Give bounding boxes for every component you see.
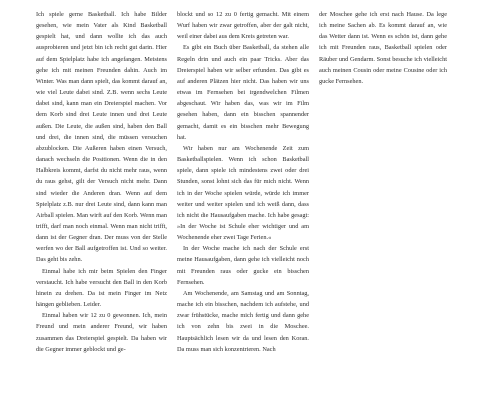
paragraph: blockt und so 12 zu 0 fertig gemacht. Mit einem Wurf haben wir zwar getroffen, aber der galt nicht, weil einer dabei aus dem Kreis getreten war. xyxy=(177,11,309,41)
text-column-3 xyxy=(319,9,447,87)
paragraph: Wir haben nur am Wochenende Zeit zum Basketballspielen. Wenn ich schon Basketball spiele, dann spiele ich mindestens zwei oder drei Stunden, sonst lohnt sich das für mich nicht. Wenn ich in der Woche spielen würde, würde ich immer weiter und weiter spielen und ich weiß dann, dass ich nicht die Hausaufgaben mache. Ich habe gesagt: »In der Woche ist Schule eher wichtiger und am Wochenende eher zwei Tage Ferien.« xyxy=(177,144,309,242)
paragraph: Einmal habe ich mir beim Spielen den Finger verstaucht. Ich habe versucht den Ball in den Korb hinein zu drehen. Da ist mein Finger im Netz hängen geblieben. Leider. xyxy=(36,267,167,309)
paragraph: Ich spiele gerne Basketball. Ich habe Bilder gesehen, wie mein Vater als Kind Basketball gespielt hat, und dann wollte ich das auch ausprobieren und jetzt bin ich recht gut darin. Hier auf dem Spielplatz habe ich angefangen. Meistens gehe ich mit meinen Freunden dahin. Auch im Winter. Was man dann spielt, das kommt darauf an, wie viel Leute dabei sind. Z.B. wenn sechs Leute dabei sind, kann man ein Dreierspiel machen. Vor dem Korb sind drei Leute innen und drei Leute außen. Die Leute, die außen sind, haben den Ball und drei, die innen sind, die müssen versuchen abzublocken. Die Außeren haben einen Versuch, danach wechseln die Positionen. Wenn die in den Halbkreis kommt, darfst du nicht mehr raus, wenn du raus gehst, gilt der Versuch nicht mehr. Dann sind wieder die Anderen dran. Wenn auf dem Spielplatz z.B. nur drei Leute sind, dann kann man Airball spielen. Man wirft auf den Korb. Wenn man trifft, darf man noch einmal. Wenn man nicht trifft, dann ist der Gegner dran. Der muss von der Stelle werfen wo der Ball aufgetroffen ist. Und so weiter. Das geht bis zehn. xyxy=(36,11,167,264)
paragraph: der Moschee gehe ich erst nach Hause. Da lege ich meine Sachen ab. Es kommt darauf an, wie das Wetter dann ist. Wenn es schön ist, dann gehe ich mit Freunden raus, Basketball spielen oder Räuber und Gendarm. Sonst besuche ich vielleicht auch meinen Cousin oder meine Cousine oder ich gucke Fernsehen. xyxy=(319,11,447,85)
text-column-1 xyxy=(36,9,167,355)
paragraph: Am Wochenende, am Samstag und am Sonntag, mache ich ein bisschen, nachdem ich aufstehe, und zwar frühstücke, mache mich fertig und dann gehe ich von zehn bis zwei in die Moschee. Hauptsächlich lesen wir da und lesen den Koran. Da muss man sich konzentrieren. Nach xyxy=(177,289,309,353)
text-column-2 xyxy=(177,9,309,355)
paragraph: Einmal haben wir 12 zu 0 gewonnen. Ich, mein Freund und mein anderer Freund, wir haben zusammen das Dreierspiel gespielt. Da haben wir die Gegner immer geblockt und ge- xyxy=(36,312,167,353)
paragraph: Es gibt ein Buch über Basketball, da stehen alle Regeln drin und auch ein paar Tricks. Aber das Dreierspiel haben wir selber erfunden. Das gibt es auf anderen Plätzen hier nicht. Das haben wir uns etwas im Fernsehen bei irgendwelchen Filmen abgeschaut. Wir haben das, was wir im Film gesehen haben, dann ein bisschen spannender gemacht, damit es ein bisschen mehr Bewegung hat. xyxy=(177,44,309,141)
paragraph: In der Woche mache ich nach der Schule erst meine Hausaufgaben, dann gehe ich vielleicht noch mit Freunden raus oder gucke ein bisschen Fernsehen. xyxy=(177,245,309,286)
